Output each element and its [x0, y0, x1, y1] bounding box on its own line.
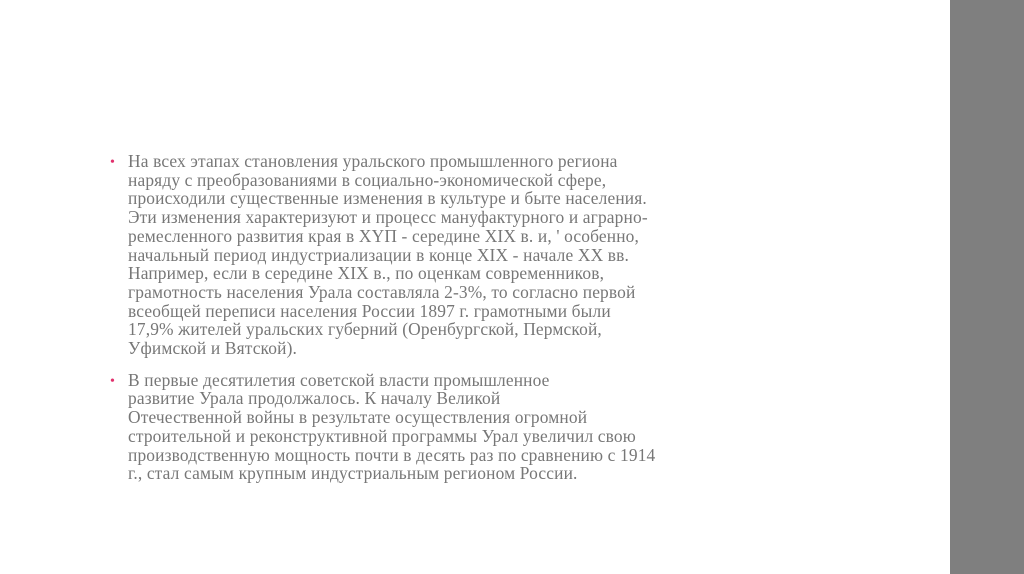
text-line: грамотность населения Урала составляла 2-3%, то согласно первой [128, 281, 636, 302]
bullet-text [128, 152, 830, 358]
text-line: В первые десятилетия советской власти промышленное [128, 369, 550, 390]
text-line: г., стал самым крупным индустриальным регионом России. [128, 463, 578, 484]
bullet-dot-icon: • [110, 155, 116, 170]
bullet-dot-icon: • [110, 373, 116, 389]
text-line: Уфимской и Вятской). [128, 338, 298, 359]
text-line: происходили существенные изменения в культуре и быте населения. [128, 188, 647, 209]
text-line: Например, если в середине XIX в., по оценкам современников, [128, 263, 605, 284]
text-line: производственную мощность почти в десять раз по сравнению с 1914 [128, 444, 656, 465]
text-line: наряду с преобразованиями в социально-экономической сфере, [128, 169, 607, 190]
side-bar [950, 0, 1024, 574]
text-line: Эти изменения характеризуют и процесс мануфактурного и аграрно- [128, 207, 648, 228]
bullet-list [110, 152, 830, 483]
text-line: Отечественной войны в результате осуществления огромной [128, 407, 588, 428]
bullet-item-2 [110, 371, 830, 483]
text-line: 17,9% жителей уральских губерний (Оренбургской, Пермской, [128, 319, 602, 340]
text-line: начальный период индустриализации в конце XIX - начале XX вв. [128, 244, 629, 265]
text-line: На всех этапах становления уральского промышленного региона [128, 151, 618, 171]
text-line: всеобщей переписи населения России 1897 г. грамотными были [128, 300, 611, 321]
text-line: строительной и реконструктивной программы Урал увеличил свою [128, 425, 636, 446]
bullet-item-1 [110, 152, 830, 358]
text-line: ремесленного развития края в XYП - середине XIX в. и, ' особенно, [128, 225, 640, 246]
bullet-text [128, 371, 830, 483]
text-line: развитие Урала продолжалось. К началу Великой [128, 388, 501, 409]
